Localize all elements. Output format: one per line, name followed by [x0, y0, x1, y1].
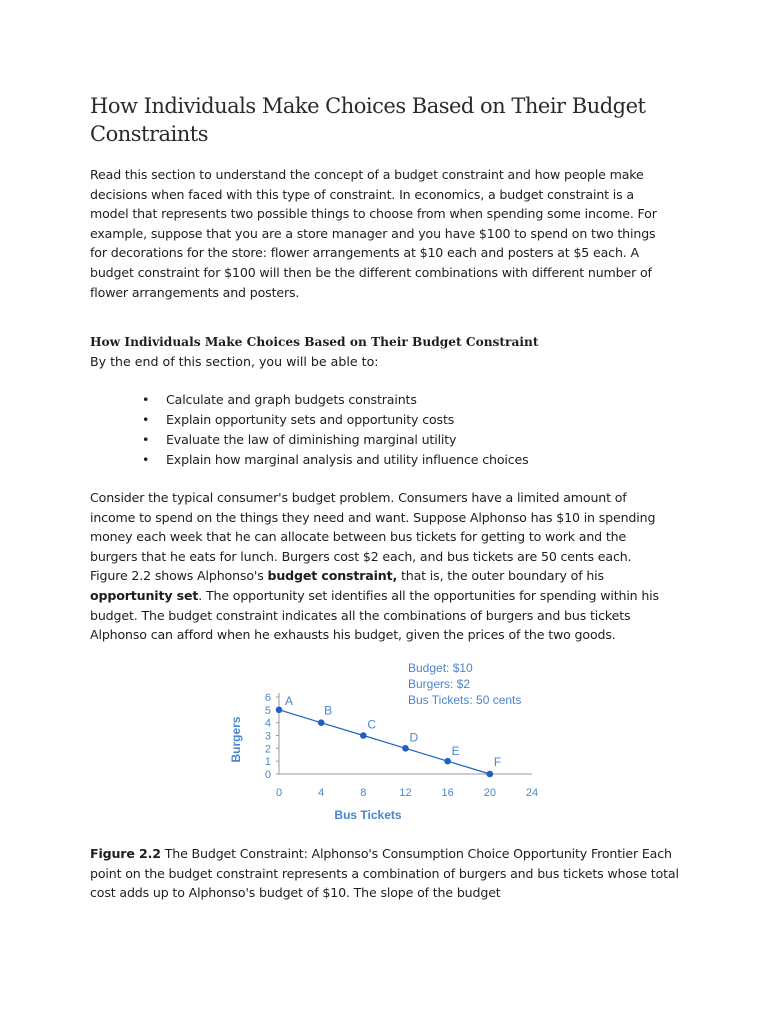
- y-tick-label: 1: [264, 756, 271, 769]
- list-item: • Evaluate the law of diminishing marginal utility: [90, 430, 529, 450]
- chart-annotation: Bus Tickets: 50 cents: [408, 693, 522, 707]
- y-tick-label: 2: [264, 743, 271, 756]
- page-title: How Individuals Make Choices Based on Their Budget Constraints: [90, 94, 646, 146]
- list-item: • Calculate and graph budgets constraints: [90, 390, 529, 410]
- data-point-f: [487, 771, 494, 778]
- list-item: • Explain opportunity sets and opportunity costs: [90, 410, 529, 430]
- figure-caption: [90, 844, 680, 903]
- data-point-d: [402, 745, 409, 752]
- x-tick-label: 8: [360, 787, 367, 799]
- body-paragraph: [90, 488, 670, 645]
- y-axis-title: Burgers: [229, 716, 243, 763]
- budget-constraint-line: [279, 710, 490, 774]
- y-tick-label: 6: [264, 692, 271, 704]
- list-item: • Explain how marginal analysis and utility influence choices: [90, 450, 529, 470]
- body-text-part3: . The opportunity set identifies all the opportunities for spending within his budget. The budget constraint indicates all the combinations of burgers and bus tickets Alphonso can afford when he exhausts his budget, given the prices of the two goods.: [90, 587, 659, 643]
- y-tick-label: 4: [264, 717, 271, 730]
- x-tick-label: 4: [318, 787, 325, 799]
- intro-paragraph: Read this section to understand the concept of a budget constraint and how people make decisions when faced with this type of constraint. In economics, a budget constraint is a model that represents two possible things to choose from when spending some income. For example, suppose that you are a store manager and you have $100 to spend on two things for decorations for the store: flower arrangements at $10 each and posters at $5 each. A budget constraint for $100 will then be the different combinations with different number of flower arrangements and posters.: [90, 167, 657, 300]
- chart-annotation: Burgers: $2: [408, 677, 471, 691]
- x-tick-label: 24: [525, 787, 539, 799]
- point-label-b: B: [324, 703, 333, 718]
- objectives-list: [90, 390, 529, 470]
- term-budget-constraint: budget constraint,: [267, 568, 398, 584]
- term-opportunity-set: opportunity set: [90, 587, 199, 603]
- point-label-c: C: [367, 717, 377, 732]
- data-point-c: [360, 732, 367, 739]
- figure-caption-text: The Budget Constraint: Alphonso's Consumption Choice Opportunity Frontier Each point on the budget constraint represents a combination of burgers and bus tickets whose total cost adds up to Alphonso's budget of $10. The slope of the budget: [90, 846, 679, 901]
- y-tick-label: 3: [264, 730, 271, 743]
- body-text-part2: that is, the outer boundary of his: [397, 568, 604, 584]
- data-point-a: [276, 707, 283, 714]
- section-subheading: How Individuals Make Choices Based on Their Budget Constraint: [90, 335, 539, 349]
- y-tick-label: 5: [264, 704, 271, 717]
- budget-constraint-chart: [224, 660, 554, 830]
- data-point-b: [318, 719, 325, 726]
- x-tick-label: 16: [441, 787, 454, 799]
- point-label-a: A: [285, 693, 294, 708]
- figure-label: Figure 2.2: [90, 846, 161, 861]
- data-point-e: [444, 758, 451, 765]
- point-label-d: D: [409, 730, 419, 745]
- chart-annotation: Budget: $10: [408, 661, 473, 675]
- x-tick-label: 12: [399, 787, 412, 799]
- body-text-part1: Consider the typical consumer's budget problem. Consumers have a limited amount of income to spend on the things they need and want. Suppose Alphonso has $10 in spending money each week that he can allocate between bus tickets for getting to work and the burgers that he eats for lunch. Burgers cost $2 each, and bus tickets are 50 cents each. Figure 2.2 shows Alphonso's: [90, 490, 656, 584]
- objectives-intro: By the end of this section, you will be able to:: [90, 354, 379, 369]
- y-tick-label: 0: [264, 769, 271, 781]
- point-label-f: F: [493, 755, 502, 769]
- x-axis-title: Bus Tickets: [334, 808, 402, 822]
- x-tick-label: 0: [275, 787, 283, 799]
- x-tick-label: 20: [483, 787, 496, 799]
- point-label-e: E: [451, 744, 460, 759]
